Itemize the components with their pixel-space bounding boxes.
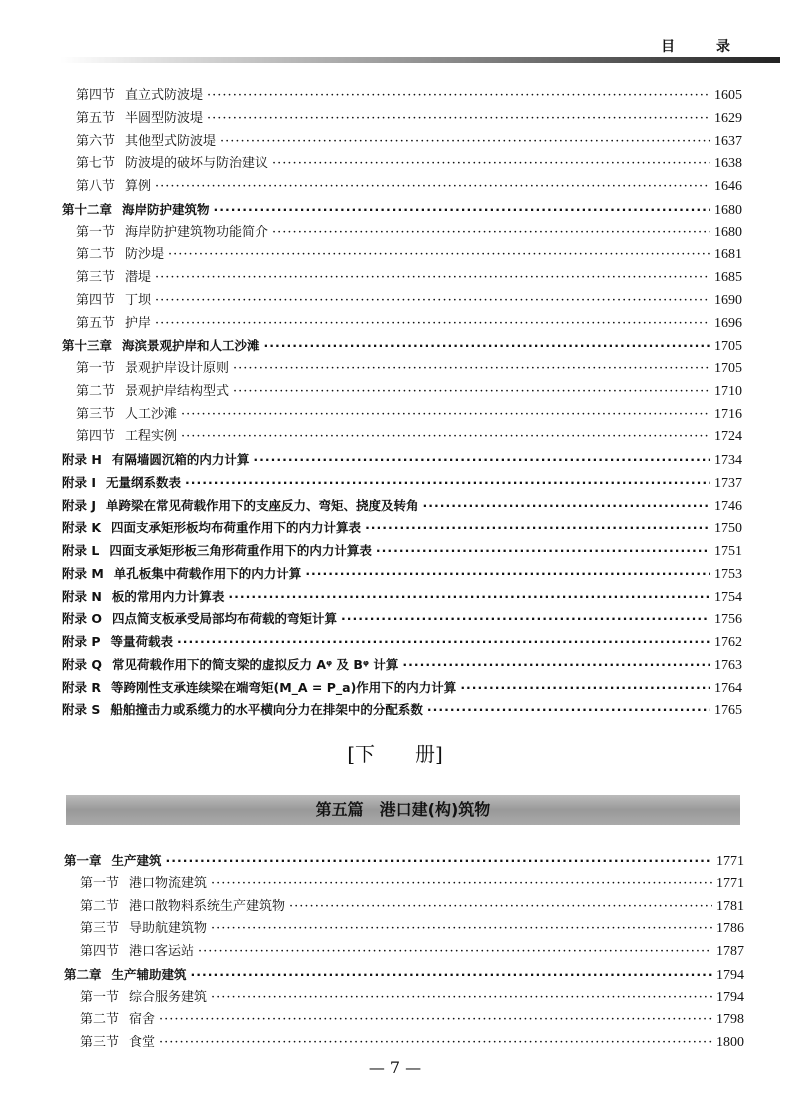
entry-label: 第一章 xyxy=(64,853,102,868)
entry-title: 港口客运站 xyxy=(129,944,195,959)
entry-page: 1646 xyxy=(714,179,742,194)
entry-label: 第二节 xyxy=(80,898,120,914)
entry-title: 综合服务建筑 xyxy=(129,989,208,1005)
entry-page: 1794 xyxy=(716,989,744,1005)
running-header: 目 录 xyxy=(661,39,748,55)
entry-label: 附录 R xyxy=(62,679,101,695)
leader-dots xyxy=(341,608,710,630)
entry-label: 附录 O xyxy=(62,611,102,627)
toc-entry[interactable] xyxy=(76,244,742,266)
leader-dots xyxy=(460,677,710,699)
leader-dots xyxy=(253,449,710,471)
entry-title: 算例 xyxy=(125,179,152,194)
entry-title: 食堂 xyxy=(129,1035,156,1050)
toc-entry[interactable] xyxy=(80,873,744,895)
leader-dots xyxy=(365,517,710,539)
entry-title: 人工沙滩 xyxy=(125,406,178,422)
leader-dots xyxy=(211,918,712,940)
entry-title: 其他型式防波堤 xyxy=(125,133,217,149)
entry-page: 1794 xyxy=(716,967,744,983)
entry-label: 第二节 xyxy=(80,1012,120,1028)
entry-label: 第一节 xyxy=(80,989,120,1005)
entry-label: 第四节 xyxy=(76,88,116,103)
leader-dots xyxy=(207,108,710,130)
entry-title: 板的常用内力计算表 xyxy=(111,588,225,604)
entry-title: 常见荷载作用下的简支梁的虚拟反力 Aᵠ 及 Bᵠ 计算 xyxy=(111,656,399,672)
toc-entry[interactable] xyxy=(64,964,744,986)
entry-label: 第三节 xyxy=(76,406,116,422)
entry-page: 1756 xyxy=(714,612,742,628)
leader-dots xyxy=(191,964,712,986)
leader-dots xyxy=(220,131,710,153)
leader-dots xyxy=(155,176,710,198)
toc-entry[interactable] xyxy=(80,896,744,918)
entry-page: 1765 xyxy=(714,703,742,719)
entry-label: 附录 K xyxy=(62,520,102,536)
entry-title: 四点简支板承受局部均布荷载的弯矩计算 xyxy=(111,611,337,627)
entry-page: 1605 xyxy=(714,88,742,103)
entry-title: 直立式防波堤 xyxy=(125,88,204,103)
toc-entry[interactable] xyxy=(62,449,742,471)
leader-dots xyxy=(272,153,710,175)
entry-label: 第十二章 xyxy=(62,201,113,217)
entry-title: 防波堤的破坏与防治建议 xyxy=(125,156,269,172)
entry-label: 附录 J xyxy=(62,497,97,513)
entry-title: 单跨梁在常见荷载作用下的支座反力、弯矩、挠度及转角 xyxy=(106,497,419,513)
leader-dots xyxy=(177,631,710,653)
entry-page: 1680 xyxy=(714,224,742,240)
entry-title: 景观护岸设计原则 xyxy=(125,361,230,376)
entry-label: 附录 L xyxy=(62,543,100,558)
entry-title: 等量荷载表 xyxy=(110,634,174,649)
leader-dots xyxy=(198,941,712,963)
entry-label: 第三节 xyxy=(80,1035,120,1050)
entry-page: 1690 xyxy=(714,292,742,308)
part-banner: 第五篇 港口建(构)筑物 xyxy=(66,795,740,825)
entry-title: 生产辅助建筑 xyxy=(111,966,187,982)
entry-label: 第二节 xyxy=(76,247,116,263)
entry-label: 第四节 xyxy=(76,429,116,445)
toc-entry[interactable] xyxy=(62,608,742,630)
entry-label: 附录 N xyxy=(62,588,102,604)
leader-dots xyxy=(159,1032,712,1054)
entry-label: 附录 H xyxy=(62,452,102,467)
entry-label: 第一节 xyxy=(80,875,120,891)
leader-dots xyxy=(185,472,710,494)
entry-page: 1724 xyxy=(714,429,742,445)
volume-heading: [下 册] xyxy=(347,742,443,766)
entry-page: 1787 xyxy=(716,944,744,959)
entry-title: 生产建筑 xyxy=(111,853,162,868)
leader-dots xyxy=(181,404,710,426)
entry-label: 附录 Q xyxy=(62,656,102,672)
entry-page: 1798 xyxy=(716,1012,744,1028)
entry-title: 海滨景观护岸和人工沙滩 xyxy=(122,338,260,354)
entry-title: 宿舍 xyxy=(129,1012,156,1028)
entry-title: 海岸防护建筑物功能简介 xyxy=(125,224,269,240)
entry-title: 护岸 xyxy=(125,315,152,331)
entry-page: 1754 xyxy=(714,589,742,605)
leader-dots xyxy=(376,540,710,562)
entry-title: 半圆型防波堤 xyxy=(125,110,204,126)
entry-page: 1705 xyxy=(714,339,742,355)
entry-page: 1781 xyxy=(716,898,744,914)
entry-title: 港口物流建筑 xyxy=(129,875,208,891)
leader-dots xyxy=(233,381,710,403)
entry-label: 第四节 xyxy=(80,944,120,959)
leader-dots xyxy=(427,699,710,721)
toc-entry[interactable] xyxy=(76,404,742,426)
entry-page: 1764 xyxy=(714,680,742,696)
entry-label: 第二节 xyxy=(76,383,116,399)
entry-page: 1753 xyxy=(714,566,742,582)
entry-title: 导助航建筑物 xyxy=(129,921,208,937)
entry-label: 附录 S xyxy=(62,702,101,718)
toc-entry[interactable] xyxy=(76,426,742,448)
leader-dots xyxy=(233,358,710,380)
leader-dots xyxy=(272,222,710,244)
entry-label: 第七节 xyxy=(76,156,116,172)
entry-label: 第四节 xyxy=(76,292,116,308)
toc-entry[interactable] xyxy=(76,153,742,175)
entry-label: 第六节 xyxy=(76,133,116,149)
toc-entry[interactable] xyxy=(76,358,742,380)
entry-title: 丁坝 xyxy=(125,292,152,308)
entry-page: 1800 xyxy=(716,1035,744,1050)
entry-label: 第一节 xyxy=(76,361,116,376)
toc-entry[interactable] xyxy=(76,131,742,153)
entry-label: 附录 P xyxy=(62,634,101,649)
entry-title: 海岸防护建筑物 xyxy=(122,201,210,217)
leader-dots xyxy=(423,495,710,517)
toc-entry[interactable] xyxy=(62,563,742,585)
entry-label: 附录 I xyxy=(62,474,97,490)
leader-dots xyxy=(228,586,710,608)
entry-title: 潜堤 xyxy=(125,270,152,285)
entry-title: 景观护岸结构型式 xyxy=(125,383,230,399)
toc-entry[interactable] xyxy=(80,1009,744,1031)
leader-dots xyxy=(181,426,710,448)
toc-entry[interactable] xyxy=(76,108,742,130)
entry-page: 1763 xyxy=(714,657,742,673)
toc-entry[interactable] xyxy=(62,472,742,494)
entry-title: 有隔墙圆沉箱的内力计算 xyxy=(111,452,250,467)
entry-page: 1734 xyxy=(714,453,742,468)
toc-entry[interactable] xyxy=(76,222,742,244)
entry-title: 船舶撞击力或系缆力的水平横向分力在排架中的分配系数 xyxy=(110,702,423,718)
entry-title: 四面支承矩形板均布荷重作用下的内力计算表 xyxy=(111,520,362,536)
leader-dots xyxy=(402,654,710,676)
entry-page: 1629 xyxy=(714,110,742,126)
toc-entry[interactable] xyxy=(62,654,742,676)
entry-label: 第二章 xyxy=(64,966,102,982)
toc-entry[interactable] xyxy=(76,381,742,403)
entry-label: 第三节 xyxy=(80,921,120,937)
entry-page: 1696 xyxy=(714,315,742,331)
header-rule xyxy=(60,57,780,63)
entry-title: 防沙堤 xyxy=(125,247,165,263)
toc-entry[interactable] xyxy=(62,631,742,653)
entry-page: 1716 xyxy=(714,406,742,422)
entry-page: 1771 xyxy=(716,875,744,891)
entry-page: 1786 xyxy=(716,921,744,937)
toc-entry[interactable] xyxy=(80,941,744,963)
entry-page: 1751 xyxy=(714,544,742,559)
toc-entry[interactable] xyxy=(62,199,742,221)
leader-dots xyxy=(168,244,710,266)
toc-entry[interactable] xyxy=(62,495,742,517)
leader-dots xyxy=(166,850,712,872)
entry-page: 1750 xyxy=(714,521,742,537)
leader-dots xyxy=(155,267,710,289)
entry-title: 四面支承矩形板三角形荷重作用下的内力计算表 xyxy=(109,543,372,558)
entry-label: 第五节 xyxy=(76,110,116,126)
entry-page: 1746 xyxy=(714,498,742,514)
entry-title: 工程实例 xyxy=(125,429,178,445)
toc-entry[interactable] xyxy=(76,85,742,107)
toc-entry[interactable] xyxy=(64,850,744,872)
leader-dots xyxy=(211,987,712,1009)
entry-label: 第五节 xyxy=(76,315,116,331)
toc-entry[interactable] xyxy=(80,1032,744,1054)
leader-dots xyxy=(214,199,710,221)
entry-page: 1685 xyxy=(714,270,742,285)
leader-dots xyxy=(289,896,712,918)
toc-entry[interactable] xyxy=(62,335,742,357)
entry-page: 1737 xyxy=(714,475,742,491)
toc-entry[interactable] xyxy=(62,540,742,562)
toc-entry[interactable] xyxy=(76,176,742,198)
entry-page: 1771 xyxy=(716,854,744,869)
entry-page: 1638 xyxy=(714,156,742,172)
toc-entry[interactable] xyxy=(62,517,742,539)
entry-label: 第三节 xyxy=(76,270,116,285)
leader-dots xyxy=(207,85,710,107)
entry-title: 单孔板集中荷载作用下的内力计算 xyxy=(113,565,302,581)
entry-label: 第十三章 xyxy=(62,338,113,354)
entry-page: 1762 xyxy=(714,635,742,650)
entry-page: 1637 xyxy=(714,133,742,149)
entry-page: 1681 xyxy=(714,247,742,263)
leader-dots xyxy=(159,1009,712,1031)
leader-dots xyxy=(264,335,710,357)
toc-entry[interactable] xyxy=(62,677,742,699)
page-number: — 7 — xyxy=(368,1058,422,1077)
toc-entry[interactable] xyxy=(80,987,744,1009)
entry-label: 第一节 xyxy=(76,224,116,240)
leader-dots xyxy=(305,563,710,585)
toc-entry[interactable] xyxy=(76,267,742,289)
entry-label: 第八节 xyxy=(76,179,116,194)
toc-entry[interactable] xyxy=(76,313,742,335)
entry-title: 等跨刚性支承连续梁在端弯矩(M_A = P_a)作用下的内力计算 xyxy=(110,679,457,695)
entry-title: 无量纲系数表 xyxy=(106,474,182,490)
leader-dots xyxy=(155,290,710,312)
leader-dots xyxy=(211,873,712,895)
entry-title: 港口散物料系统生产建筑物 xyxy=(129,898,286,914)
entry-label: 附录 M xyxy=(62,565,104,581)
toc-entry[interactable] xyxy=(62,586,742,608)
toc-entry[interactable] xyxy=(76,290,742,312)
entry-page: 1680 xyxy=(714,202,742,218)
entry-page: 1705 xyxy=(714,361,742,376)
toc-entry[interactable] xyxy=(62,699,742,721)
toc-entry[interactable] xyxy=(80,918,744,940)
leader-dots xyxy=(155,313,710,335)
entry-page: 1710 xyxy=(714,383,742,399)
